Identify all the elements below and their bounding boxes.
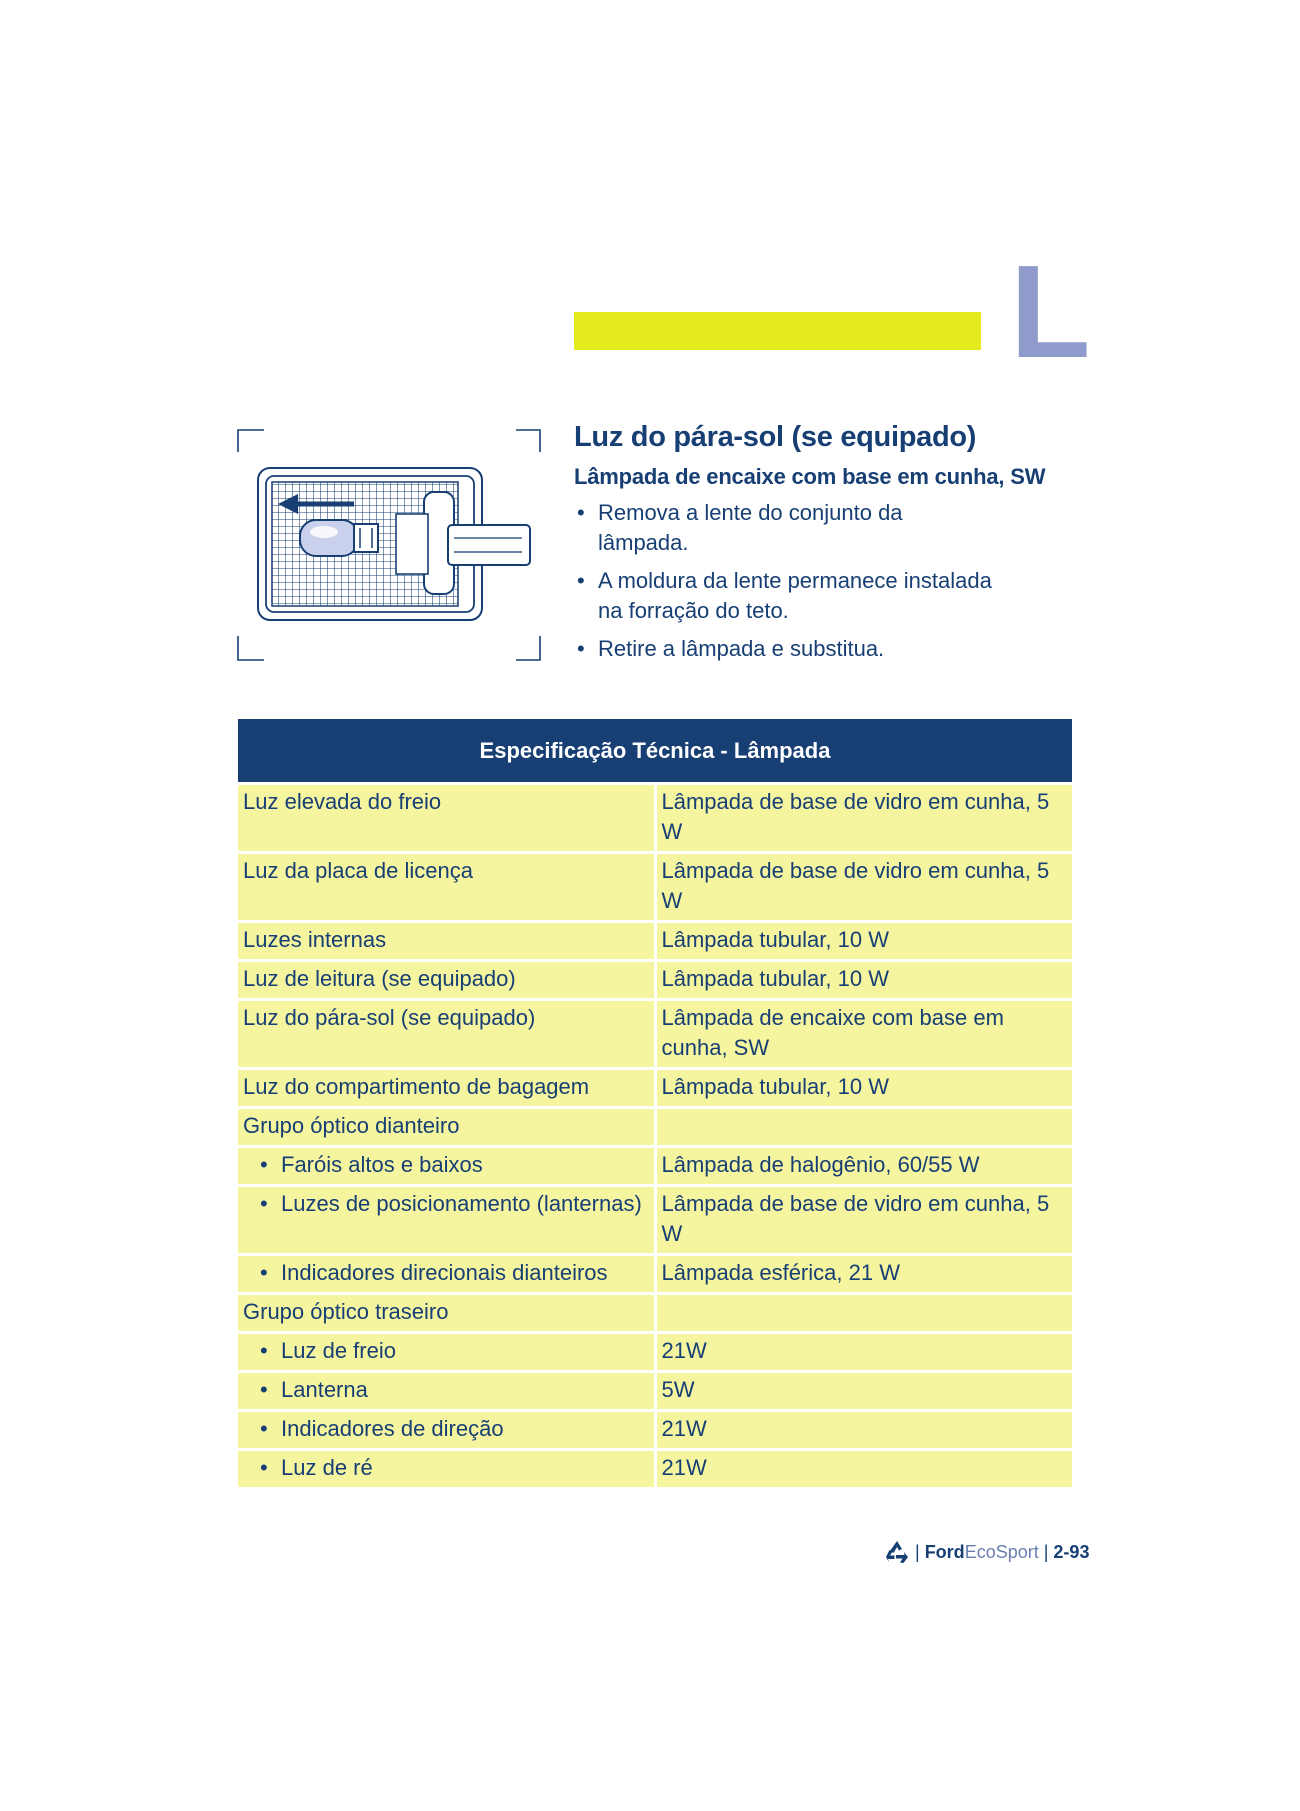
table-cell-spec: Lâmpada tubular, 10 W [655, 1069, 1072, 1108]
table-cell-item [238, 1450, 655, 1488]
table-cell-spec: Lâmpada esférica, 21 W [655, 1255, 1072, 1294]
table-cell-spec [655, 1294, 1072, 1333]
table-row [238, 1069, 1072, 1108]
table-row [238, 1372, 1072, 1411]
table-cell-item [238, 1333, 655, 1372]
sub-item-label: • Luzes de posicionamento (lanternas) [243, 1189, 649, 1219]
sub-item-label: • Luz de freio [243, 1336, 649, 1366]
table-row [238, 1333, 1072, 1372]
table-row [238, 784, 1072, 853]
table-cell-item: Luzes internas [238, 922, 655, 961]
table-row [238, 961, 1072, 1000]
table-cell-spec: 21W [655, 1411, 1072, 1450]
table-cell-spec: 21W [655, 1450, 1072, 1488]
table-row [238, 1411, 1072, 1450]
table-cell-spec: Lâmpada de encaixe com base em cunha, SW [655, 1000, 1072, 1069]
instruction-item: • A moldura da lente permanece instalada na forração do teto. [574, 566, 994, 626]
sub-item-label: • Luz de ré [243, 1453, 649, 1483]
sun-visor-lamp-diagram [236, 428, 544, 664]
section-color-bar [574, 312, 981, 350]
bulb-spec-table [238, 719, 1072, 1487]
table-cell-spec: Lâmpada de halogênio, 60/55 W [655, 1147, 1072, 1186]
table-cell-item [238, 1411, 655, 1450]
table-cell-spec: Lâmpada de base de vidro em cunha, 5 W [655, 1186, 1072, 1255]
footer-separator: | [915, 1541, 920, 1562]
sub-item-label: • Indicadores direcionais dianteiros [243, 1258, 649, 1288]
footer-separator: | [1043, 1541, 1049, 1562]
table-cell-spec: Lâmpada tubular, 10 W [655, 961, 1072, 1000]
table-cell-spec [655, 1108, 1072, 1147]
table-row [238, 1147, 1072, 1186]
table-row [238, 1255, 1072, 1294]
section-subtitle: Lâmpada de encaixe com base em cunha, SW [574, 464, 1046, 489]
instruction-item: • Remova a lente do conjunto da lâmpada. [574, 498, 994, 558]
table-cell-item [238, 1372, 655, 1411]
sub-item-label: • Faróis altos e baixos [243, 1150, 649, 1180]
table-cell-spec: Lâmpada de base de vidro em cunha, 5 W [655, 853, 1072, 922]
table-cell-item: Grupo óptico dianteiro [238, 1108, 655, 1147]
table-row [238, 1186, 1072, 1255]
footer-model: EcoSport [964, 1541, 1039, 1562]
page-footer [884, 1540, 1089, 1564]
table-cell-item [238, 1186, 655, 1255]
section-title: Luz do pára-sol (se equipado) [574, 421, 977, 453]
sub-item-label: • Indicadores de direção [243, 1414, 649, 1444]
table-header: Especificação Técnica - Lâmpada [238, 719, 1072, 784]
table-cell-item: Luz da placa de licença [238, 853, 655, 922]
table-cell-item [238, 1255, 655, 1294]
table-row [238, 1450, 1072, 1488]
table-row [238, 1000, 1072, 1069]
table-cell-item: Luz de leitura (se equipado) [238, 961, 655, 1000]
footer-brand: Ford [924, 1541, 965, 1562]
table-cell-item: Luz do compartimento de bagagem [238, 1069, 655, 1108]
table-cell-item: Grupo óptico traseiro [238, 1294, 655, 1333]
table-row [238, 1108, 1072, 1147]
table-cell-spec: 5W [655, 1372, 1072, 1411]
recycle-icon [884, 1540, 910, 1564]
table-cell-spec: Lâmpada tubular, 10 W [655, 922, 1072, 961]
instruction-item: • Retire a lâmpada e substitua. [574, 634, 994, 664]
table-row [238, 922, 1072, 961]
table-cell-spec: Lâmpada de base de vidro em cunha, 5 W [655, 784, 1072, 853]
section-letter: L [1010, 238, 1091, 385]
table-row [238, 1294, 1072, 1333]
table-cell-item: Luz do pára-sol (se equipado) [238, 1000, 655, 1069]
table-row [238, 853, 1072, 922]
page-number: 2-93 [1053, 1541, 1090, 1562]
sub-item-label: • Lanterna [243, 1375, 649, 1405]
instruction-list [574, 498, 994, 672]
table-cell-spec: 21W [655, 1333, 1072, 1372]
table-cell-item: Luz elevada do freio [238, 784, 655, 853]
table-cell-item [238, 1147, 655, 1186]
